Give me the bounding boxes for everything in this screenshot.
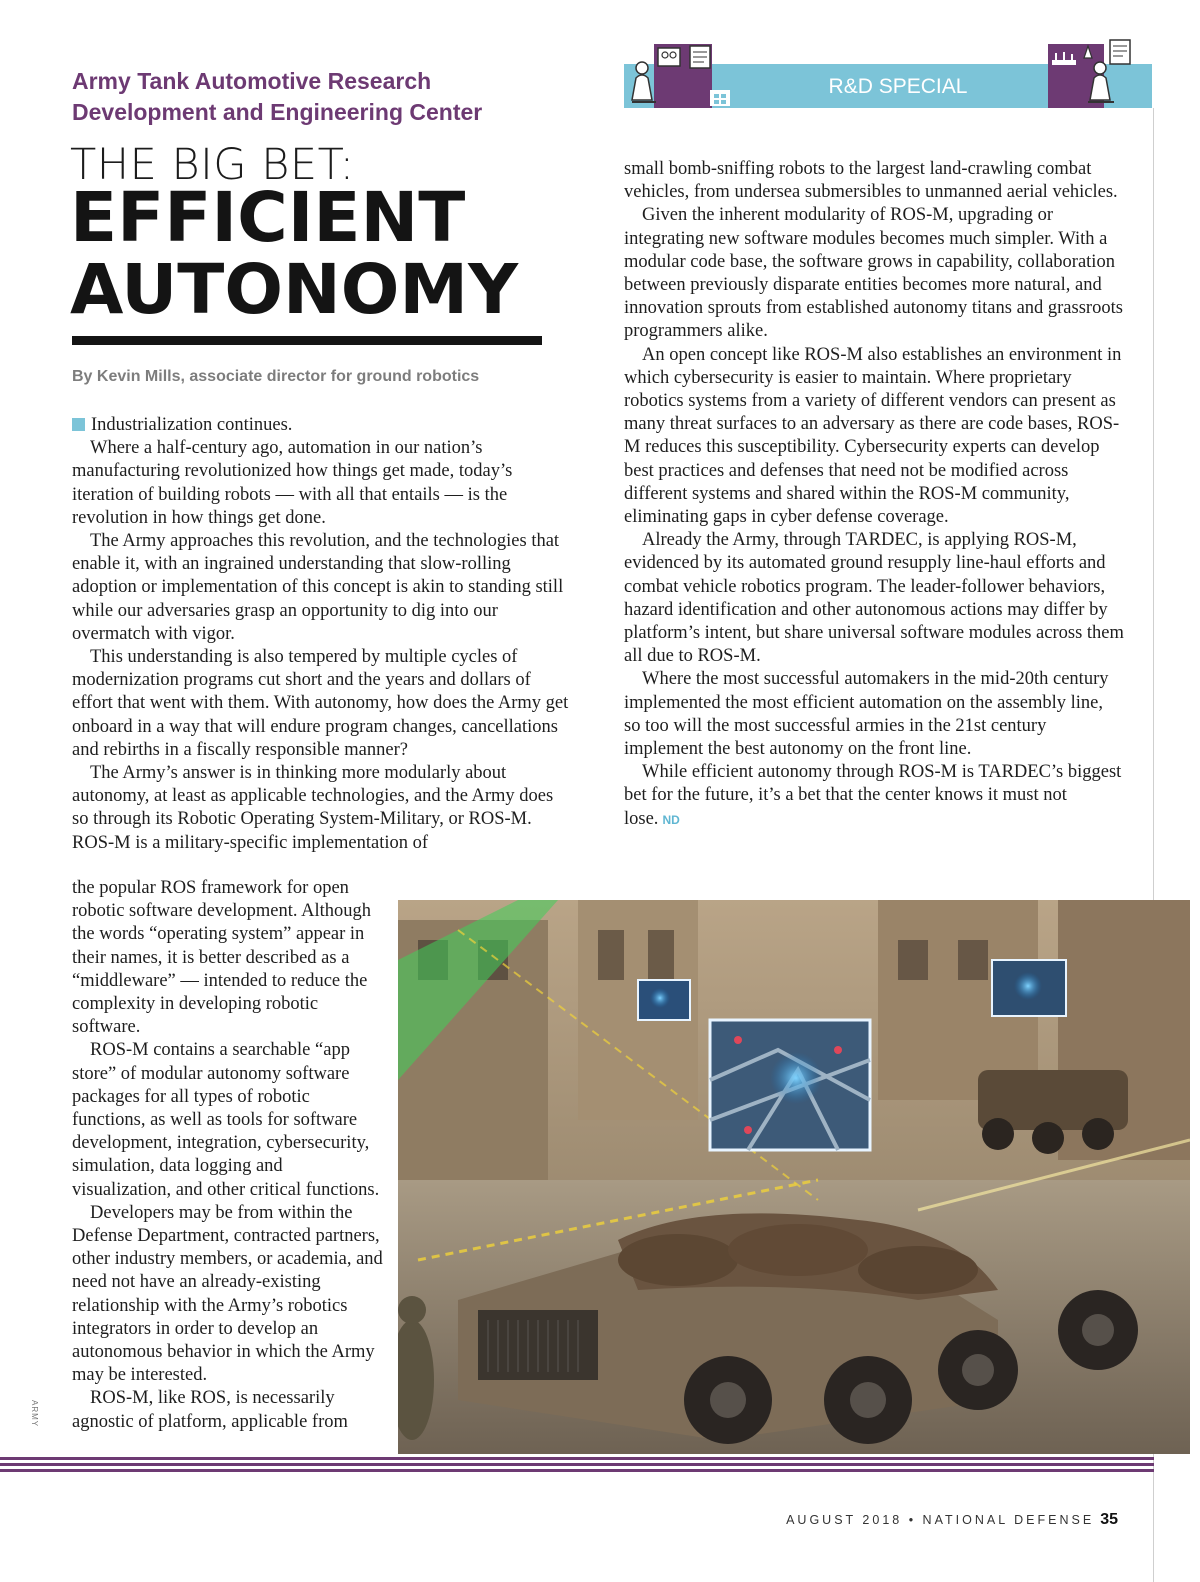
section-kicker: Army Tank Automotive Research Development and Engineering Center bbox=[72, 68, 483, 125]
scientist-with-microscope-icon bbox=[1048, 38, 1140, 108]
article-paragraph: Where the most successful automakers in the mid-20th century implemented the most efficient automation on the assembly line, so too will the most successful armies in the 21st century implement the best autonomy on the front line. bbox=[624, 669, 1109, 760]
headline-rule bbox=[72, 336, 542, 345]
article-paragraph: Developers may be from within the Defense Department, contracted partners, other industry members, or academia, and need not have an already-existing relationship with the Army’s robotics integrators in order to develop an autonomous behavior in which the Army may be interested. bbox=[72, 1202, 383, 1386]
headline-line-2: AUTONOMY bbox=[70, 250, 519, 330]
hud-panel-center bbox=[710, 1020, 870, 1150]
folio-text: AUGUST 2018 • NATIONAL DEFENSE bbox=[786, 1513, 1095, 1527]
article-paragraph: Already the Army, through TARDEC, is applying ROS-M, evidenced by its automated ground resupply line-haul efforts and combat vehicle robotics program. The leader-follower behaviors, hazard identification and other autonomous actions may differ by platform’s intent, but share universal software modules across them all due to ROS-M. bbox=[624, 530, 1124, 667]
byline: By Kevin Mills, associate director for ground robotics bbox=[72, 368, 480, 385]
end-mark: ND bbox=[662, 812, 680, 827]
scientist-at-computer-icon bbox=[626, 38, 734, 108]
headline-line-1: EFFICIENT bbox=[70, 178, 466, 258]
headline-lead: THE BIG BET: bbox=[70, 140, 355, 190]
article-paragraph: Given the inherent modularity of ROS-M, upgrading or integrating new software modules becomes much simpler. With a modular code base, the software grows in capability, collaboration between previously disparate entities becomes more natural, and innovation sprouts from established autonomy titans and grassroots programmers alike. bbox=[624, 205, 1123, 342]
footer-rules bbox=[0, 1457, 1154, 1475]
page-folio bbox=[786, 1511, 1118, 1529]
article-paragraph: An open concept like ROS-M also establishes an environment in which cybersecurity is easier to maintain. Where proprietary robotics systems from a variety of different vendors can present as many threat surfaces to an adversary as there are code bases, ROS-M reduces this susceptibility. Cybersecurity experts can develop best practices and defenses that need not be modified across different systems and shared within the ROS-M community, eliminating gaps in cyber defense coverage. bbox=[624, 344, 1122, 528]
article-paragraph: small bomb-sniffing robots to the largest land-crawling combat vehicles, from undersea submersibles to unmanned aerial vehicles. bbox=[624, 159, 1118, 203]
article-paragraph: The Army’s answer is in thinking more modularly about autonomy, at least as applicable technologies, and the Army does so through its Robotic Operating System-Military, or ROS-M. ROS-M is a military-specific implementation of bbox=[72, 763, 554, 853]
page-number: 35 bbox=[1100, 1511, 1118, 1528]
robotic-vehicle-illustration bbox=[398, 900, 1190, 1454]
article-column-left-narrow bbox=[72, 877, 384, 1434]
photo-credit: ARMY bbox=[30, 1400, 39, 1428]
special-report-banner bbox=[624, 64, 1152, 144]
footer-rule bbox=[0, 1469, 1154, 1472]
article-paragraph: Industrialization continues. bbox=[72, 414, 572, 437]
footer-rule bbox=[0, 1463, 1154, 1466]
article-paragraph: This understanding is also tempered by multiple cycles of modernization programs cut short and the years and dollars of effort that went with them. With autonomy, how does the Army get onboard in a way that will endure program changes, cancellations and rebirths in a fiscally responsible manner? bbox=[72, 647, 569, 760]
paragraph-start-square-icon bbox=[72, 418, 85, 431]
headline-main bbox=[70, 178, 519, 330]
article-column-right bbox=[624, 158, 1124, 832]
article-column-left bbox=[72, 414, 572, 855]
article-paragraph: ROS-M contains a searchable “app store” of modular autonomy software packages for all types of robotic functions, as well as tools for software development, integration, cybersecurity, simulation, data logging and visualization, and other critical functions. bbox=[72, 1040, 380, 1200]
hud-panel-right bbox=[992, 960, 1066, 1016]
article-paragraph: Where a half-century ago, automation in our nation’s manufacturing revolutionized how things get made, today’s iteration of building robots — with all that entails — is the revolution in how things get done. bbox=[72, 438, 513, 528]
article-paragraph: the popular ROS framework for open robotic software development. Although the words “operating system” appear in their names, it is better described as a “middleware” — intended to reduce the complexity in developing robotic software. bbox=[72, 878, 372, 1038]
banner-label: R&D SPECIAL REPORT bbox=[828, 75, 968, 144]
hud-panel-left bbox=[638, 980, 690, 1020]
article-paragraph: ROS-M, like ROS, is necessarily agnostic of platform, applicable from bbox=[72, 1388, 348, 1432]
footer-rule bbox=[0, 1457, 1154, 1460]
article-paragraph: The Army approaches this revolution, and the technologies that enable it, with an ingrained understanding that slow-rolling adoption or implementation of this concept is akin to standing still while our adversaries grasp an opportunity to dig into our overmatch with vigor. bbox=[72, 531, 564, 644]
article-paragraph: While efficient autonomy through ROS-M is TARDEC’s biggest bet for the future, it’s a bet that the center knows it must not lose. ND bbox=[624, 762, 1122, 829]
distant-robot-vehicle bbox=[978, 1070, 1128, 1154]
